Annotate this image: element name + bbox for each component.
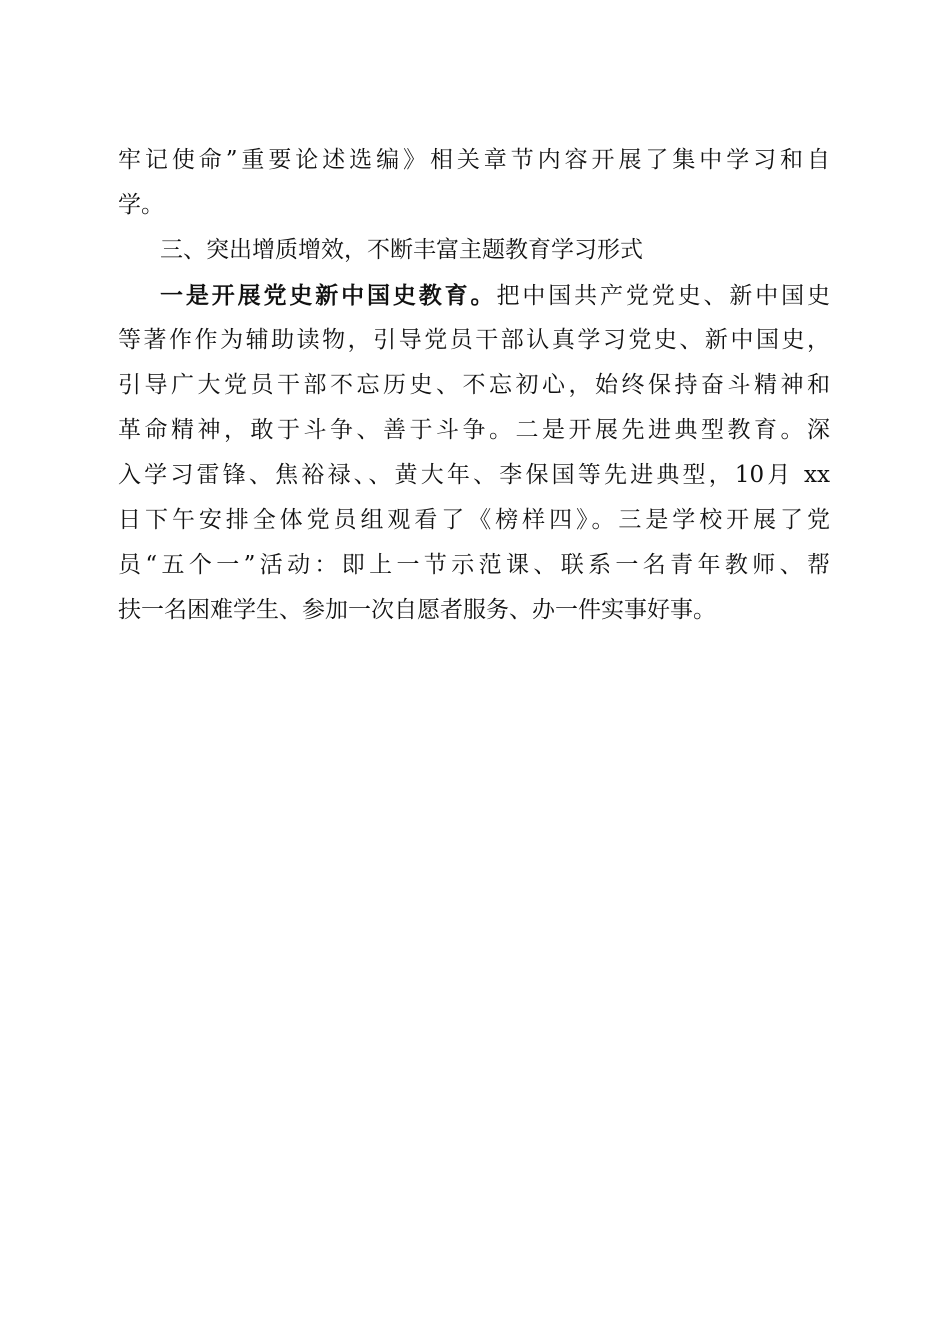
section-heading: 三、突出增质增效，不断丰富主题教育学习形式 [160,237,643,263]
paragraph-line: 等著作作为辅助读物，引导党员干部认真学习党史、新中国史， [118,327,830,353]
paragraph-line: 日下午安排全体党员组观看了《榜样四》。三是学校开展了党 [118,507,830,533]
paragraph-line: 扶一名困难学生、参加一次自愿者服务、办一件实事好事。 [118,597,716,623]
paragraph-line: 革命精神，敢于斗争、善于斗争。二是开展先进典型教育。深 [118,417,830,443]
document-body [118,138,830,633]
paragraph-line: 员“五个一”活动：即上一节示范课、联系一名青年教师、帮 [118,552,830,578]
paragraph-lead: 一是开展党史新中国史教育。 [160,282,497,309]
paragraph-line: 学。 [118,192,164,218]
paragraph-line: 引导广大党员干部不忘历史、不忘初心，始终保持奋斗精神和 [118,372,830,398]
paragraph-line: 牢记使命”重要论述选编》相关章节内容开展了集中学习和自 [118,147,830,173]
paragraph-first-line [118,273,830,318]
paragraph-line-rest: 把中国共产党党史、新中国史 [496,283,831,309]
paragraph-line: 入学习雷锋、焦裕禄、、黄大年、李保国等先进典型，10月 xx [118,462,830,488]
